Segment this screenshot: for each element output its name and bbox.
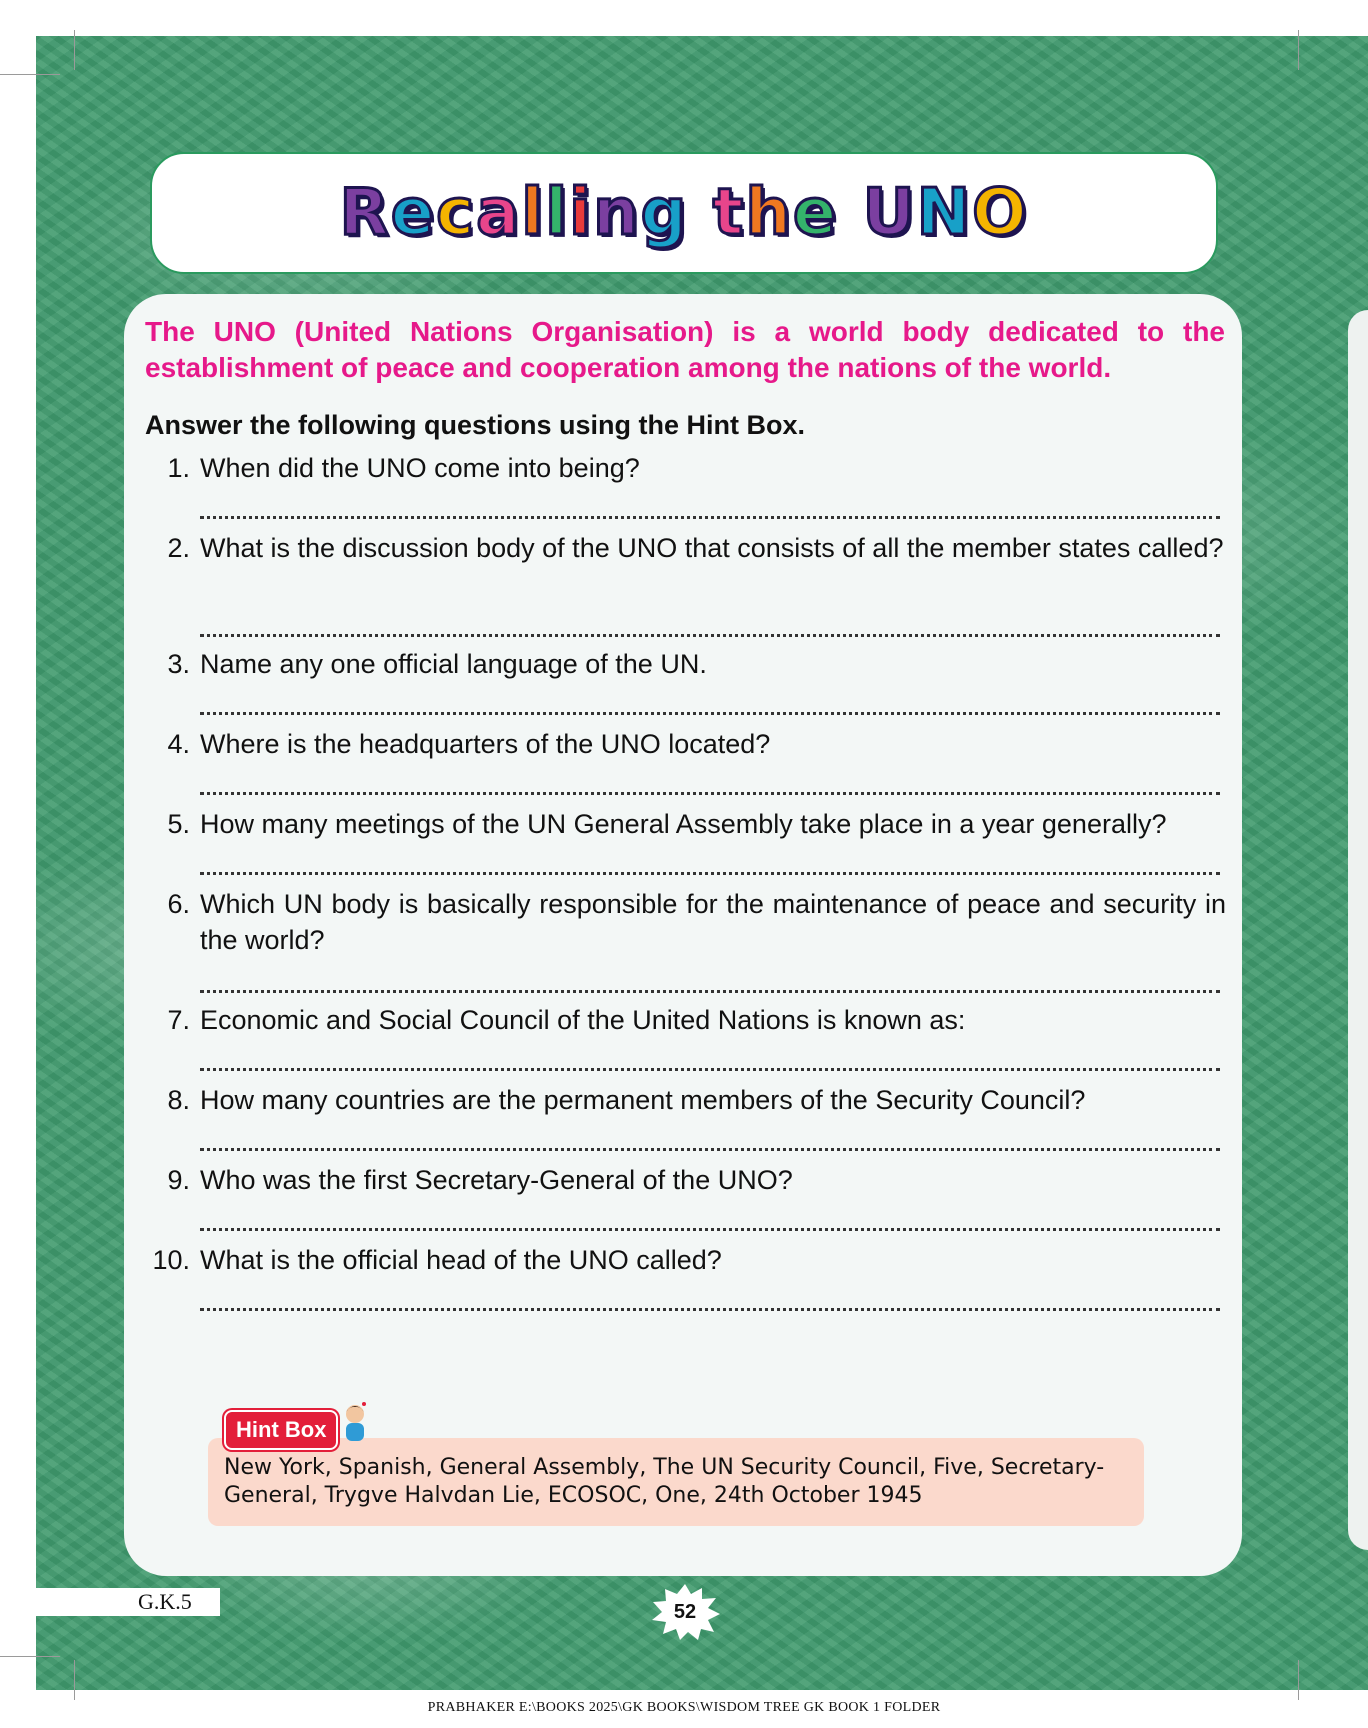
print-footer: PRABHAKER E:\BOOKS 2025\GK BOOKS\WISDOM TREE GK BOOK 1 FOLDER bbox=[427, 1700, 941, 1715]
page-title bbox=[339, 176, 1028, 250]
title-letter: e bbox=[792, 176, 839, 250]
question-text: How many meetings of the UN General Assembly take place in a year generally? bbox=[200, 809, 1167, 839]
crop-mark bbox=[0, 74, 60, 75]
hint-text: New York, Spanish, General Assembly, The UN Security Council, Five, Secretary-General, Trygve Halvdan Lie, ECOSOC, One, 24th October 1945 bbox=[224, 1455, 1105, 1508]
crop-mark bbox=[1298, 30, 1299, 70]
answer-line[interactable] bbox=[200, 1148, 1220, 1151]
answer-line[interactable] bbox=[200, 1068, 1220, 1071]
question-number: 3. bbox=[167, 649, 190, 679]
title-banner bbox=[150, 152, 1218, 274]
instruction-text: Answer the following questions using the Hint Box. bbox=[145, 410, 806, 440]
question-text: Name any one official language of the UN. bbox=[200, 649, 707, 679]
title-letter: n bbox=[593, 176, 641, 250]
question-text: What is the discussion body of the UNO that consists of all the member states called? bbox=[200, 533, 1224, 563]
question-number: 9. bbox=[167, 1165, 190, 1195]
page-number: 52 bbox=[673, 1601, 697, 1623]
answer-line[interactable] bbox=[200, 634, 1220, 637]
question-number: 8. bbox=[167, 1085, 190, 1115]
answer-line[interactable] bbox=[200, 872, 1220, 875]
title-letter: c bbox=[436, 176, 477, 250]
question-number: 6. bbox=[167, 889, 190, 919]
crop-mark bbox=[0, 1656, 60, 1657]
question-number: 4. bbox=[167, 729, 190, 759]
answer-line[interactable] bbox=[200, 712, 1220, 715]
question-number: 10. bbox=[152, 1245, 190, 1275]
crop-mark bbox=[74, 1660, 75, 1700]
answer-line[interactable] bbox=[200, 1308, 1220, 1311]
title-letter: l bbox=[545, 176, 570, 250]
question-number: 2. bbox=[167, 533, 190, 563]
title-letter: h bbox=[745, 176, 793, 250]
title-letter bbox=[688, 176, 712, 250]
intro-text: The UNO (United Nations Organisation) is a world body dedicated to the establishment of peace and cooperation among the nations of the world. bbox=[145, 316, 1225, 383]
question-number: 1. bbox=[167, 453, 190, 483]
question-number: 7. bbox=[167, 1005, 190, 1035]
crop-mark bbox=[1298, 1660, 1299, 1700]
question-text: When did the UNO come into being? bbox=[200, 453, 640, 483]
question-text: Who was the first Secretary-General of the UNO? bbox=[200, 1165, 793, 1195]
answer-line[interactable] bbox=[200, 792, 1220, 795]
title-letter: N bbox=[916, 176, 973, 250]
question-text: Which UN body is basically responsible for the maintenance of peace and security in the world? bbox=[200, 889, 1226, 955]
title-letter: i bbox=[569, 176, 594, 250]
title-letter: t bbox=[712, 176, 746, 250]
title-letter: R bbox=[339, 176, 391, 250]
question-number: 5. bbox=[167, 809, 190, 839]
book-label: G.K.5 bbox=[36, 1588, 220, 1616]
answer-line[interactable] bbox=[200, 516, 1220, 519]
title-letter: g bbox=[640, 176, 689, 250]
adjacent-page-edge bbox=[1348, 310, 1368, 1550]
title-letter bbox=[838, 176, 862, 250]
title-letter: a bbox=[476, 176, 522, 250]
question-text: Where is the headquarters of the UNO located? bbox=[200, 729, 771, 759]
title-letter: O bbox=[972, 176, 1029, 250]
question-text: What is the official head of the UNO called? bbox=[200, 1245, 722, 1275]
thinking-boy-icon bbox=[340, 1400, 370, 1444]
title-letter: l bbox=[521, 176, 546, 250]
question-text: Economic and Social Council of the United Nations is known as: bbox=[200, 1005, 966, 1035]
crop-mark bbox=[74, 30, 75, 70]
hint-box-label: Hint Box bbox=[224, 1410, 338, 1450]
page-number-badge bbox=[650, 1584, 720, 1640]
answer-line[interactable] bbox=[200, 990, 1220, 993]
answer-line[interactable] bbox=[200, 1228, 1220, 1231]
title-letter: U bbox=[862, 176, 917, 250]
title-letter: e bbox=[390, 176, 437, 250]
question-text: How many countries are the permanent members of the Security Council? bbox=[200, 1085, 1086, 1115]
